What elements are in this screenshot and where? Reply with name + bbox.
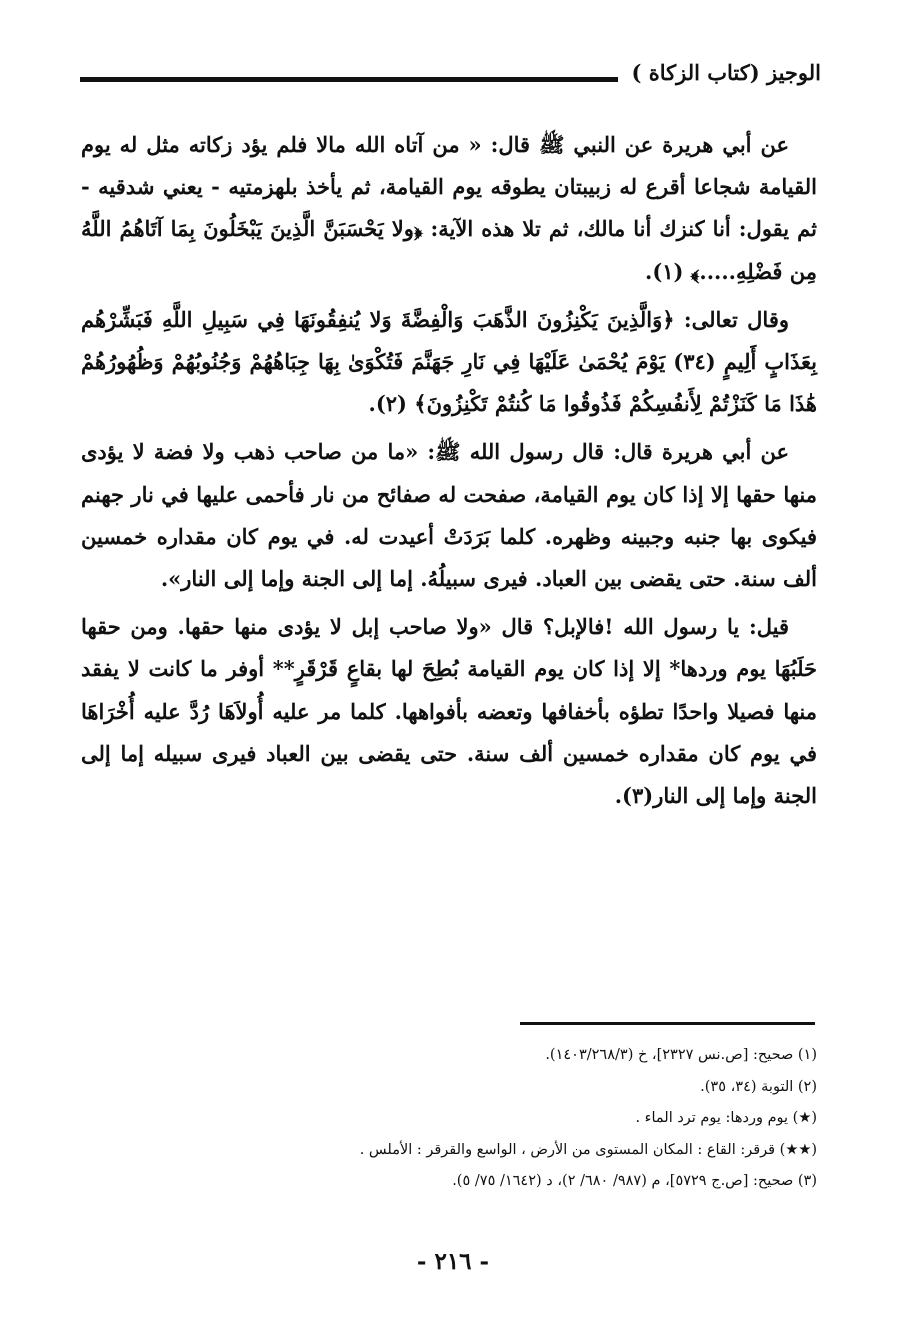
main-text	[81, 124, 817, 823]
paragraph-verse-tawbah: وقال تعالى: ﴿وَالَّذِينَ يَكْنِزُونَ الذَّهَبَ وَالْفِضَّةَ وَلا يُنفِقُونَهَا فِي سَبِيلِ اللَّهِ فَبَشِّرْهُم بِعَذَابٍ أَلِيمٍ (٣٤) يَوْمَ يُحْمَىٰ عَلَيْهَا فِي نَارِ جَهَنَّمَ فَتُكْوَىٰ بِهَا جِبَاهُهُمْ وَجُنُوبُهُمْ وَظُهُورُهُمْ هَٰذَا مَا كَنَزْتُمْ لِأَنفُسِكُمْ فَذُوقُوا مَا كُنتُمْ تَكْنِزُونَ﴾ (٢).	[81, 306, 817, 417]
footnote-1: (١) صحيح: [ص.نس ٢٣٢٧]، خ (١٤٠٣/٢٦٨/٣).	[545, 1047, 817, 1063]
paragraph-hadith-ibil: قيل: يا رسول الله !فالإبل؟ قال «ولا صاحب إبل لا يؤدى منها حقها. ومن حقها حَلَبُهَا يوم وردها* إلا إذا كان يوم القيامة بُطِحَ لها بقاعٍ قَرْقَرٍ** أوفر ما كانت لا يفقد منها فصيلا واحدًا تطؤه بأخفافها وتعضه بأفواهها. كلما مر عليه أُولاَهَا رُدَّ عليه أُخْرَاهَا في يوم كان مقداره خمسين ألف سنة. حتى يقضى بين العباد فيرى سبيله إما إلى الجنة وإما إلى النار(٣).	[81, 614, 817, 809]
footnote-double-star: (★★) قرقر: القاع : المكان المستوى من الأرض ، الواسع والقرقر : الأملس .	[359, 1141, 817, 1158]
running-header-title: الوجيز (كتاب الزكاة )	[631, 60, 821, 85]
page-number: - ٢١٦ -	[416, 1248, 490, 1275]
footnotes	[77, 1040, 817, 1198]
footnote-2: (٢) التوبة (٣٤، ٣٥).	[700, 1078, 817, 1095]
footnote-star: (★) يوم وردها: يوم ترد الماء .	[635, 1110, 817, 1126]
footnote-rule	[520, 1022, 815, 1025]
paragraph-hadith-2: عن أبي هريرة قال: قال رسول الله ﷺ: «ما من صاحب ذهب ولا فضة لا يؤدى منها حقها إلا إذا كان يوم القيامة، صفحت له صفائح من نار فأحمى عليها في نار جهنم فيكوى بها جنبه وجبينه وظهره. كلما بَرَدَتْ أعيدت له. في يوم كان مقداره خمسين ألف سنة. حتى يقضى بين العباد. فيرى سبيلُهُ. إما إلى الجنة وإما إلى النار».	[81, 439, 817, 592]
paragraph-hadith-1: عن أبي هريرة عن النبي ﷺ قال: « من آتاه الله مالا فلم يؤد زكاته مثل له يوم القيامة شجاعا أقرع له زبيبتان يطوقه يوم القيامة، ثم يأخذ بلهزمتيه - يعني شدقيه - ثم يقول: أنا كنزك أنا مالك، ثم تلا هذه الآية: ﴿ولا يَحْسَبَنَّ الَّذِينَ يَبْخَلُونَ بِمَا آتَاهُمُ اللَّهُ مِن فَضْلِهِ.....﴾ (١).	[81, 132, 817, 284]
header-rule	[80, 77, 618, 82]
footnote-3: (٣) صحيح: [ص.ج ٥٧٢٩]، م (٩٨٧/ ٦٨٠/ ٢)، د (١٦٤٢/ ٧٥/ ٥).	[452, 1173, 817, 1189]
